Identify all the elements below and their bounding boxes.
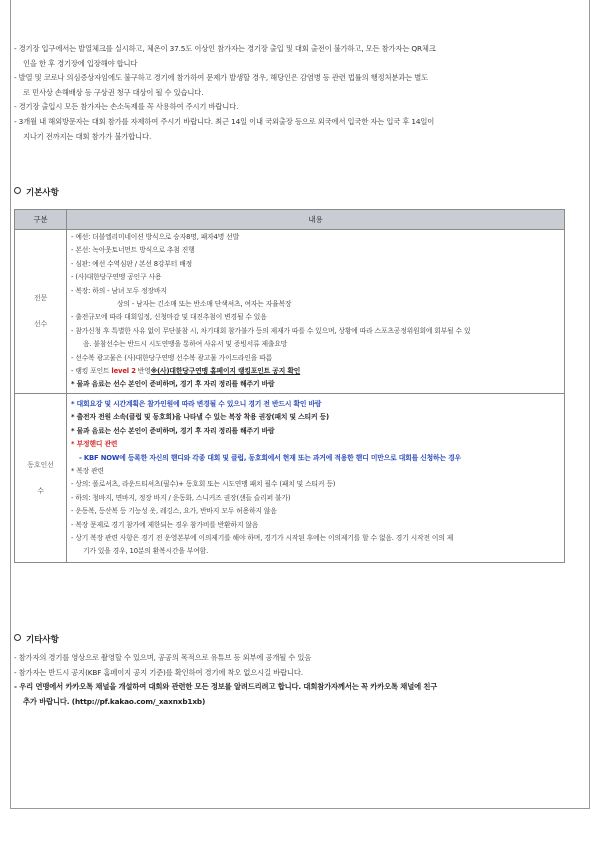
circle-bullet-icon xyxy=(14,187,21,194)
header-category: 구분 xyxy=(15,210,67,230)
pro-rule: - 본선: 녹아웃토너먼트 방식으로 추첨 진행 xyxy=(71,246,195,255)
club-handicap-rule: - KBF NOW에 등록한 자신의 핸디와 각종 대회 및 클럽, 동호회에서 현재 또는 과거에 적용한 핸디 미만으로 대회를 신청하는 경우 xyxy=(79,453,461,462)
club-rule: 기가 있을 경우, 10분의 환복시간을 부여함. xyxy=(83,547,209,556)
club-schedule-note: * 대회요강 및 시간계획은 참가인원에 따라 변경될 수 있으니 경기 전 반드시 확인 바람 xyxy=(71,399,322,408)
club-rule: - 복장 문제로 경기 참가에 제한되는 경우 참가비를 반환하지 않음 xyxy=(71,520,259,529)
club-attire-note: * 출전자 전원 소속(클럽 및 동호회)을 나타낼 수 있는 복장 착용 권장(패치 및 스티커 등) xyxy=(71,413,329,422)
pro-content xyxy=(67,230,565,394)
pro-rule: - 선수복 광고물은 (사)대한당구연맹 선수복 광고물 가이드라인을 따름 xyxy=(71,353,273,362)
pro-rule: - (사)대한당구연맹 공인구 사용 xyxy=(71,273,162,282)
ranking-point-rule: - 랭킹 포인트 level 2 반영※(사)대한당구연맹 홈페이지 랭킹포인트 공지 확인 xyxy=(71,367,301,376)
rules-table xyxy=(14,209,565,563)
club-content xyxy=(67,393,565,562)
circle-bullet-icon xyxy=(14,634,21,641)
club-rule: - 상기 복장 관련 사항은 경기 전 운영본부에 이의제기를 해야 하며, 경기가 시작된 후에는 이의제기를 할 수 없음. 경기 시작전 이의 제 xyxy=(71,533,454,542)
other-notes xyxy=(14,651,570,709)
note-3: - 경기장 출입시 모든 참가자는 손소독제를 꼭 사용하여 주시기 바랍니다. xyxy=(14,102,239,112)
ranking-point-link[interactable]: ※(사)대한당구연맹 홈페이지 랭킹포인트 공지 확인 xyxy=(150,367,301,376)
pro-rule: - 출전규모에 따라 대회일정, 신청마감 및 대진추첨이 변경될 수 있음 xyxy=(71,313,267,322)
kakao-note-line-1: - 우리 연맹에서 카카오톡 채널을 개설하여 대회와 관련한 모든 정보를 알려드리려고 합니다. 대회참가자께서는 꼭 카카오톡 채널에 친구 xyxy=(14,682,438,692)
covid-notes xyxy=(14,42,570,144)
section-other-label: 기타사항 xyxy=(26,635,59,645)
club-rule: - 상의: 폴로셔츠, 라운드티셔츠(필수)+ 동호회 또는 시도연맹 패치 필수 (패치 및 스티커 등) xyxy=(71,480,336,489)
pro-rule: 상의 - 남자는 긴소매 또는 반소매 단색셔츠, 여자는 자율복장 xyxy=(117,300,292,309)
pro-rule: - 복장: 하의 - 남녀 모두 정장바지 xyxy=(71,286,167,295)
table-row-club xyxy=(15,393,565,562)
category-pro: 전문 선수 xyxy=(15,230,67,394)
category-club: 동호인선 수 xyxy=(15,393,67,562)
kakao-note-line-2: 추가 바랍니다. (http://pf.kakao.com/_xaxnxb1xb) xyxy=(23,696,206,706)
section-basic-label: 기본사항 xyxy=(26,188,59,198)
other-note-1: - 참가자의 경기를 영상으로 촬영할 수 있으며, 공공의 목적으로 유튜브 등 외부에 공개될 수 있음 xyxy=(14,653,312,662)
note-4-line-2: 지나기 전까지는 대회 참가가 불가합니다. xyxy=(23,131,152,141)
table-header-row xyxy=(15,210,565,230)
pro-rule: - 예선: 더블엘리미네이션 방식으로 승자8명, 패자4명 선발 xyxy=(71,233,240,241)
pro-rule: - 참가신청 후 특별한 사유 없이 무단불참 시, 차기대회 참가불가 등의 제재가 따를 수 있으며, 상황에 따라 스포츠공정위원회에 회부될 수 있 xyxy=(71,326,471,335)
section-title-basic xyxy=(14,186,59,198)
other-note-2: - 참가자는 반드시 공지(KBF 홈페이지 공지 기준)를 확인하여 경기에 착오 없으시길 바랍니다. xyxy=(14,667,303,677)
pro-water-note: * 물과 음료는 선수 본인이 준비하며, 경기 후 자리 정리를 해주기 바람 xyxy=(71,380,275,389)
club-rule: - 하의: 청바지, 면바지, 정장 바지 / 운동화, 스니커즈 권장(샌들 슬리퍼 불가) xyxy=(71,493,291,502)
header-content: 내용 xyxy=(67,210,565,230)
pro-rule: 음. 불참선수는 반드시 시도연맹을 통하여 사유서 및 증빙서류 제출요망 xyxy=(83,340,288,349)
note-1-line-1: - 경기장 입구에서는 발열체크를 실시하고, 체온이 37.5도 이상인 참가자는 경기장 출입 및 대회 출전이 불가하고, 모든 참가자는 QR체크 xyxy=(14,44,436,53)
club-rule: - 운동복, 등산복 등 기능성 옷, 레깅스, 요가, 반바지 모두 허용하지 않음 xyxy=(71,507,277,516)
table-row-pro xyxy=(15,230,565,394)
note-1-line-2: 인을 한 후 경기장에 입장해야 합니다 xyxy=(23,58,138,68)
section-title-other xyxy=(14,633,59,645)
club-handicap-heading: * 부정핸디 관련 xyxy=(71,440,118,449)
note-4-line-1: - 3개월 내 해외방문자는 대회 참가를 자제하여 주시기 바랍니다. 최근 14일 이내 국외출장 등으로 외국에서 입국한 자는 입국 후 14일이 xyxy=(14,116,435,126)
club-water-note: * 물과 음료는 선수 본인이 준비하며, 경기 후 자리 정리를 해주기 바람 xyxy=(71,426,275,435)
club-rule: * 복장 관련 xyxy=(71,466,104,475)
pro-rule: - 심판: 예선 수역심판 / 본선 8강부터 배정 xyxy=(71,259,193,268)
note-2-line-1: - 발열 및 코로나 의심증상자임에도 불구하고 경기에 참가하여 문제가 발생할 경우, 해당인은 감염병 등 관련 법률의 행정처분과는 별도 xyxy=(14,73,429,83)
note-2-line-2: 로 민사상 손해배상 등 구상권 청구 대상이 될 수 있습니다. xyxy=(23,87,204,97)
